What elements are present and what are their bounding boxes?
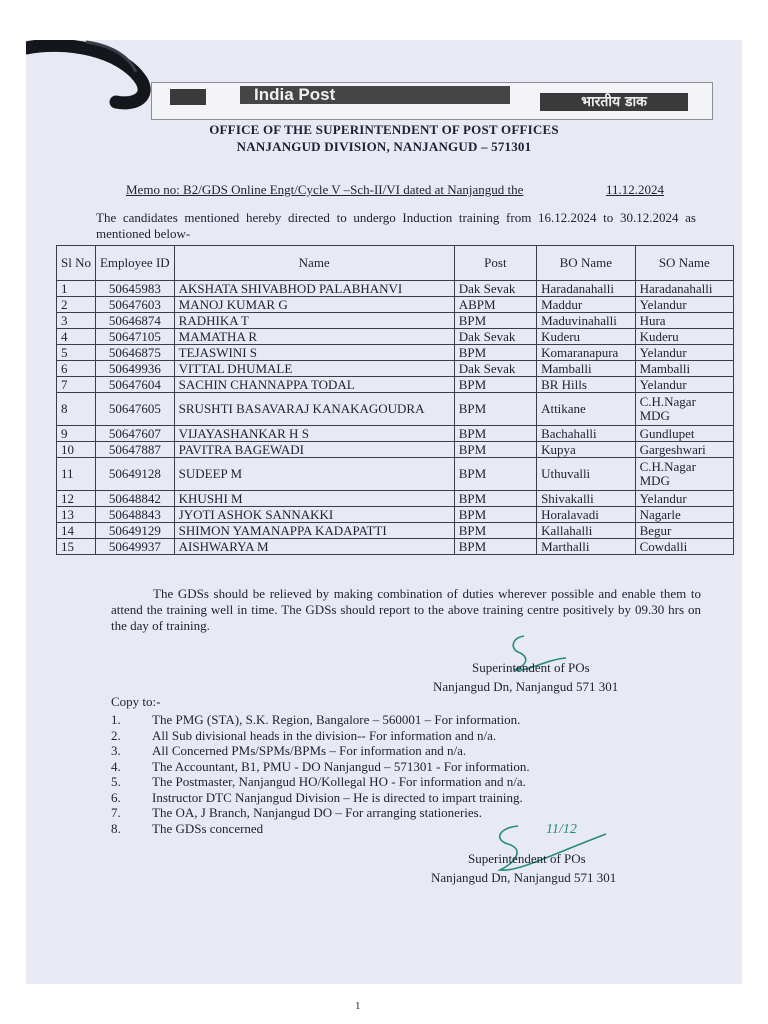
cell-so-name: Mamballi [635, 361, 733, 377]
cell-so-name: Gundlupet [635, 426, 733, 442]
table-row [57, 491, 734, 507]
document-page [26, 40, 742, 984]
copy-to-item-number: 2. [111, 727, 121, 743]
cell-bo-name: Mamballi [537, 361, 636, 377]
copy-to-item-number: 6. [111, 789, 121, 805]
cell-employee-id: 50649129 [95, 523, 174, 539]
cell-post: BPM [454, 393, 536, 426]
memo-number: Memo no: B2/GDS Online Engt/Cycle V –Sch-II/VI dated at Nanjangud the [126, 182, 524, 197]
cell-bo-name: Haradanahalli [537, 281, 636, 297]
cell-name: VIJAYASHANKAR H S [174, 426, 454, 442]
cell-name: AKSHATA SHIVABHOD PALABHANVI [174, 281, 454, 297]
copy-to-item [111, 712, 530, 728]
cell-name: JYOTI ASHOK SANNAKKI [174, 507, 454, 523]
cell-so-name: Cowdalli [635, 539, 733, 555]
table-row [57, 393, 734, 426]
cell-sl-no: 13 [57, 507, 96, 523]
table-header-row [57, 246, 734, 281]
cell-sl-no: 5 [57, 345, 96, 361]
cell-employee-id: 50649937 [95, 539, 174, 555]
cell-so-name: Yelandur [635, 345, 733, 361]
cell-name: VITTAL DHUMALE [174, 361, 454, 377]
copy-to-list [111, 712, 530, 836]
copy-to-item-text: The GDSs concerned [152, 820, 264, 836]
table-body [57, 281, 734, 555]
copy-to-item-number: 3. [111, 743, 121, 758]
cell-bo-name: Kuderu [537, 329, 636, 345]
cell-sl-no: 9 [57, 426, 96, 442]
memo-line [126, 182, 665, 198]
cell-so-name: Hura [635, 313, 733, 329]
cell-name: MAMATHA R [174, 329, 454, 345]
cell-bo-name: Marthalli [537, 539, 636, 555]
copy-to-item [111, 728, 530, 744]
copy-to-label: Copy to:- [111, 694, 161, 709]
copy-to-item-text: All Concerned PMs/SPMs/BPMs – For information and n/a. [152, 743, 467, 758]
cell-post: BPM [454, 345, 536, 361]
table-row [57, 329, 734, 345]
cell-post: BPM [454, 491, 536, 507]
signatory-title-2: Superintendent of POs [468, 851, 586, 866]
cell-employee-id: 50647887 [95, 442, 174, 458]
office-title: OFFICE OF THE SUPERINTENDENT OF POST OFFICES [209, 122, 559, 137]
table-row [57, 361, 734, 377]
cell-post: Dak Sevak [454, 329, 536, 345]
col-post: Post [454, 246, 536, 281]
cell-post: BPM [454, 442, 536, 458]
copy-to-item-number: 5. [111, 774, 121, 789]
cell-name: SRUSHTI BASAVARAJ KANAKAGOUDRA [174, 393, 454, 426]
cell-bo-name: Komaranapura [537, 345, 636, 361]
table-row [57, 458, 734, 491]
cell-post: BPM [454, 426, 536, 442]
cell-so-name: Yelandur [635, 297, 733, 313]
cell-sl-no: 10 [57, 442, 96, 458]
cell-post: Dak Sevak [454, 361, 536, 377]
cell-bo-name: Uthuvalli [537, 458, 636, 491]
cell-sl-no: 12 [57, 491, 96, 507]
copy-to-item-text: The Postmaster, Nanjangud HO/Kollegal HO - For information and n/a. [152, 774, 526, 789]
office-address: NANJANGUD DIVISION, NANJANGUD – 571301 [236, 139, 532, 154]
copy-to-item-number: 8. [111, 820, 121, 836]
cell-bo-name: Maddur [537, 297, 636, 313]
cell-name: MANOJ KUMAR G [174, 297, 454, 313]
table-row [57, 377, 734, 393]
col-name: Name [174, 246, 454, 281]
cell-employee-id: 50646875 [95, 345, 174, 361]
cell-bo-name: Horalavadi [537, 507, 636, 523]
col-bo-name: BO Name [537, 246, 636, 281]
cell-name: AISHWARYA M [174, 539, 454, 555]
cell-employee-id: 50646874 [95, 313, 174, 329]
cell-post: BPM [454, 539, 536, 555]
india-post-banner [151, 82, 713, 120]
copy-to-item [111, 774, 530, 790]
cell-sl-no: 2 [57, 297, 96, 313]
page-number: 1 [355, 1000, 361, 1012]
candidates-table [56, 245, 734, 555]
cell-bo-name: Kupya [537, 442, 636, 458]
cell-sl-no: 3 [57, 313, 96, 329]
cell-name: SHIMON YAMANAPPA KADAPATTI [174, 523, 454, 539]
brand-name: India Post [240, 86, 510, 104]
cell-so-name: Begur [635, 523, 733, 539]
cell-name: RADHIKA T [174, 313, 454, 329]
table-row [57, 426, 734, 442]
table-row [57, 281, 734, 297]
cell-post: BPM [454, 523, 536, 539]
cell-post: Dak Sevak [454, 281, 536, 297]
table-row [57, 442, 734, 458]
cell-sl-no: 15 [57, 539, 96, 555]
cell-sl-no: 8 [57, 393, 96, 426]
cell-bo-name: Maduvinahalli [537, 313, 636, 329]
cell-bo-name: Attikane [537, 393, 636, 426]
cell-bo-name: Shivakalli [537, 491, 636, 507]
copy-to-item-text: The PMG (STA), S.K. Region, Bangalore – 560001 – For information. [152, 712, 521, 727]
signatory-office-1: Nanjangud Dn, Nanjangud 571 301 [433, 679, 619, 694]
cell-bo-name: Bachahalli [537, 426, 636, 442]
cell-sl-no: 7 [57, 377, 96, 393]
cell-employee-id: 50649936 [95, 361, 174, 377]
cell-post: ABPM [454, 297, 536, 313]
copy-to-item-text: Instructor DTC Nanjangud Division – He is directed to impart training. [152, 789, 523, 805]
cell-name: KHUSHI M [174, 491, 454, 507]
memo-date: 11.12.2024 [606, 182, 665, 197]
cell-sl-no: 11 [57, 458, 96, 491]
copy-to-item [111, 743, 530, 759]
copy-to-item-number: 7. [111, 805, 121, 820]
copy-to-item-number: 4. [111, 758, 121, 774]
table-row [57, 507, 734, 523]
table-row [57, 523, 734, 539]
cell-employee-id: 50647607 [95, 426, 174, 442]
col-sl-no: Sl No [57, 246, 96, 281]
cell-name: SUDEEP M [174, 458, 454, 491]
cell-so-name: Nagarle [635, 507, 733, 523]
copy-to-item [111, 790, 530, 806]
india-post-logo-icon [170, 89, 206, 105]
cell-so-name: Kuderu [635, 329, 733, 345]
copy-to-item [111, 759, 530, 775]
signatory-title-1: Superintendent of POs [472, 660, 590, 675]
cell-bo-name: Kallahalli [537, 523, 636, 539]
cell-post: BPM [454, 507, 536, 523]
cell-so-name: Gargeshwari [635, 442, 733, 458]
table-row [57, 297, 734, 313]
table-row [57, 539, 734, 555]
cell-employee-id: 50648843 [95, 507, 174, 523]
col-employee-id: Employee ID [95, 246, 174, 281]
intro-paragraph: The candidates mentioned hereby directed to undergo Induction training from 16.12.2024 to 30.12.2024 as mentioned below- [96, 210, 696, 241]
cell-so-name: C.H.Nagar MDG [635, 458, 733, 491]
cell-employee-id: 50647604 [95, 377, 174, 393]
col-so-name: SO Name [635, 246, 733, 281]
cell-employee-id: 50648842 [95, 491, 174, 507]
cell-name: PAVITRA BAGEWADI [174, 442, 454, 458]
cell-so-name: Yelandur [635, 377, 733, 393]
cell-sl-no: 4 [57, 329, 96, 345]
cell-sl-no: 1 [57, 281, 96, 297]
copy-to-item-text: The Accountant, B1, PMU - DO Nanjangud – 571301 - For information. [152, 758, 530, 774]
cell-employee-id: 50649128 [95, 458, 174, 491]
copy-to-item [111, 821, 530, 837]
copy-to-item-number: 1. [111, 712, 121, 727]
cell-sl-no: 6 [57, 361, 96, 377]
copy-to-item-text: The OA, J Branch, Nanjangud DO – For arranging stationeries. [152, 805, 482, 820]
cell-sl-no: 14 [57, 523, 96, 539]
cell-employee-id: 50647105 [95, 329, 174, 345]
cell-so-name: Yelandur [635, 491, 733, 507]
handwritten-date: 11/12 [546, 822, 577, 837]
cell-name: TEJASWINI S [174, 345, 454, 361]
instructions-paragraph: The GDSs should be relieved by making combination of duties wherever possible and enable them to attend the training well in time. The GDSs should report to the above training centre positively by 09.30 hrs on the day of training. [111, 586, 701, 633]
cell-employee-id: 50645983 [95, 281, 174, 297]
cell-bo-name: BR Hills [537, 377, 636, 393]
brand-name-hindi: भारतीय डाक [540, 93, 688, 111]
cell-name: SACHIN CHANNAPPA TODAL [174, 377, 454, 393]
signatory-office-2: Nanjangud Dn, Nanjangud 571 301 [431, 870, 617, 885]
copy-to-item [111, 805, 530, 821]
cell-post: BPM [454, 377, 536, 393]
cell-post: BPM [454, 458, 536, 491]
cell-employee-id: 50647605 [95, 393, 174, 426]
cell-post: BPM [454, 313, 536, 329]
table-row [57, 345, 734, 361]
table-row [57, 313, 734, 329]
cell-so-name: Haradanahalli [635, 281, 733, 297]
cell-so-name: C.H.Nagar MDG [635, 393, 733, 426]
cell-employee-id: 50647603 [95, 297, 174, 313]
copy-to-item-text: All Sub divisional heads in the division-- For information and n/a. [152, 727, 497, 743]
